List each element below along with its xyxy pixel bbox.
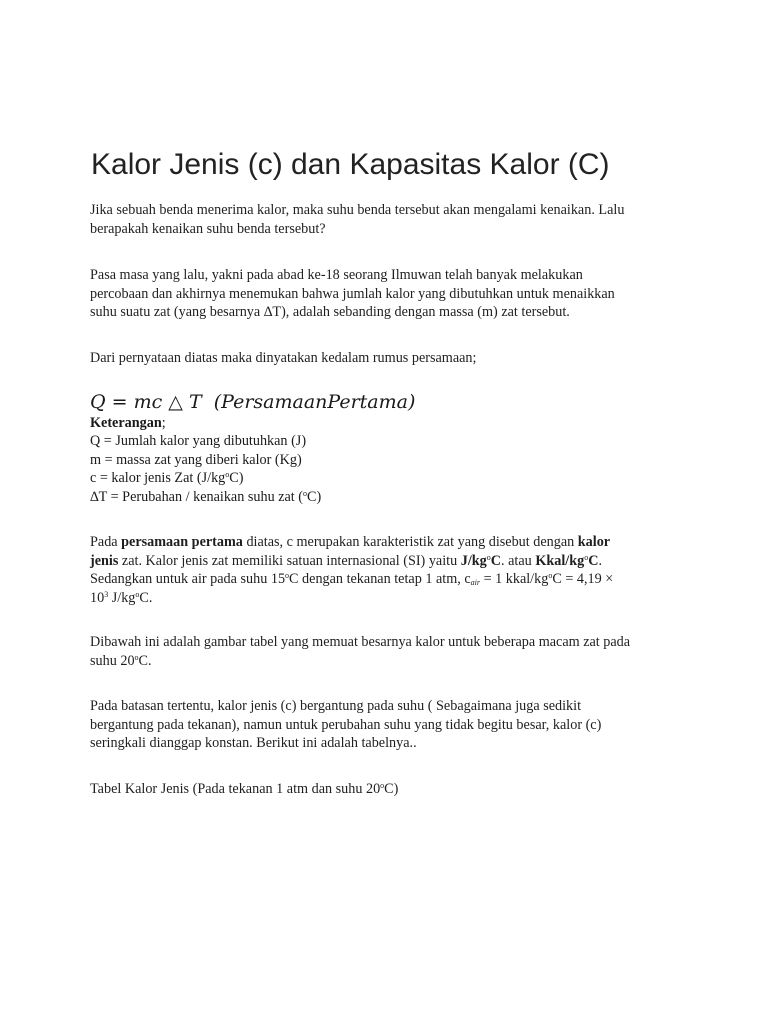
text-line: Jika sebuah benda menerima kalor, maka suhu benda tersebut akan mengalami kenaikan. Lalu <box>90 202 625 218</box>
formula-label: (PersamaanPertama) <box>213 391 416 413</box>
paragraph-intro <box>90 201 624 238</box>
list-item: Q = Jumlah kalor yang dibutuhkan (J) <box>90 433 307 450</box>
formula-t: T <box>188 391 202 413</box>
text-line: percobaan dan akhirnya menemukan bahwa jumlah kalor yang dibutuhkan untuk menaikkan <box>90 285 615 302</box>
paragraph-formula-intro: Dari pernyataan diatas maka dinyatakan kedalam rumus persamaan; <box>90 350 477 366</box>
text-line: Sedangkan untuk air pada suhu 15$^o$C dengan tekanan tetap 1 atm, $c_{air} = 1$ kkal/$kg^oC = 4,19$ × <box>90 571 614 587</box>
keterangan-list <box>90 414 321 506</box>
list-item: m = massa zat yang diberi kalor (Kg) <box>90 451 302 468</box>
formula-lhs: Q = mc <box>90 391 163 413</box>
text-line: Pada batasan tertentu, kalor jenis (c) bergantung pada suhu ( Sebagaimana juga sedikit <box>90 698 582 714</box>
delta-symbol: △ <box>168 391 183 413</box>
text-line: berapakah kenaikan suhu benda tersebut? <box>90 220 326 237</box>
text-line: bergantung pada tekanan), namun untuk perubahan suhu yang tidak begitu besar, kalor (c) <box>90 716 602 733</box>
list-item: ∆T = Perubahan / kenaikan suhu zat ($^o$C) <box>90 488 322 505</box>
text-line: suhu 20$^o$C. <box>90 652 152 669</box>
text-line: Dibawah ini adalah gambar tabel yang memuat besarnya kalor untuk beberapa macam zat pada <box>90 634 631 650</box>
table-caption: Tabel Kalor Jenis (Pada tekanan 1 atm dan suhu 20$^o$C) <box>90 781 399 797</box>
paragraph-history <box>90 266 615 322</box>
formula-equation <box>90 390 415 414</box>
paragraph-kalor-jenis <box>90 533 613 607</box>
paragraph-temperature-dependence <box>90 697 601 753</box>
keterangan-heading: Keterangan; <box>90 415 166 431</box>
list-item: c = kalor jenis Zat $(J/kg^oC)$ <box>90 470 244 487</box>
paragraph-table-intro <box>90 633 630 670</box>
text-line: $10^3$ $J/kg^oC$. <box>90 589 153 606</box>
text-line: jenis zat. Kalor jenis zat memiliki satuan internasional (SI) yaitu $J/kg^oC$. atau Kkal/$kg^oC$. <box>90 552 602 569</box>
page-title: Kalor Jenis (c) dan Kapasitas Kalor (C) <box>91 148 610 181</box>
text-line: suhu suatu zat (yang besarnya ∆T), adalah sebanding dengan massa (m) zat tersebut. <box>90 304 570 320</box>
text-line: Pada persamaan pertama diatas, c merupakan karakteristik zat yang disebut dengan kalor <box>90 534 611 550</box>
text-line: seringkali dianggap konstan. Berikut ini adalah tabelnya.. <box>90 735 417 751</box>
text-line: Pasa masa yang lalu, yakni pada abad ke-18 seorang Ilmuwan telah banyak melakukan <box>90 267 583 283</box>
